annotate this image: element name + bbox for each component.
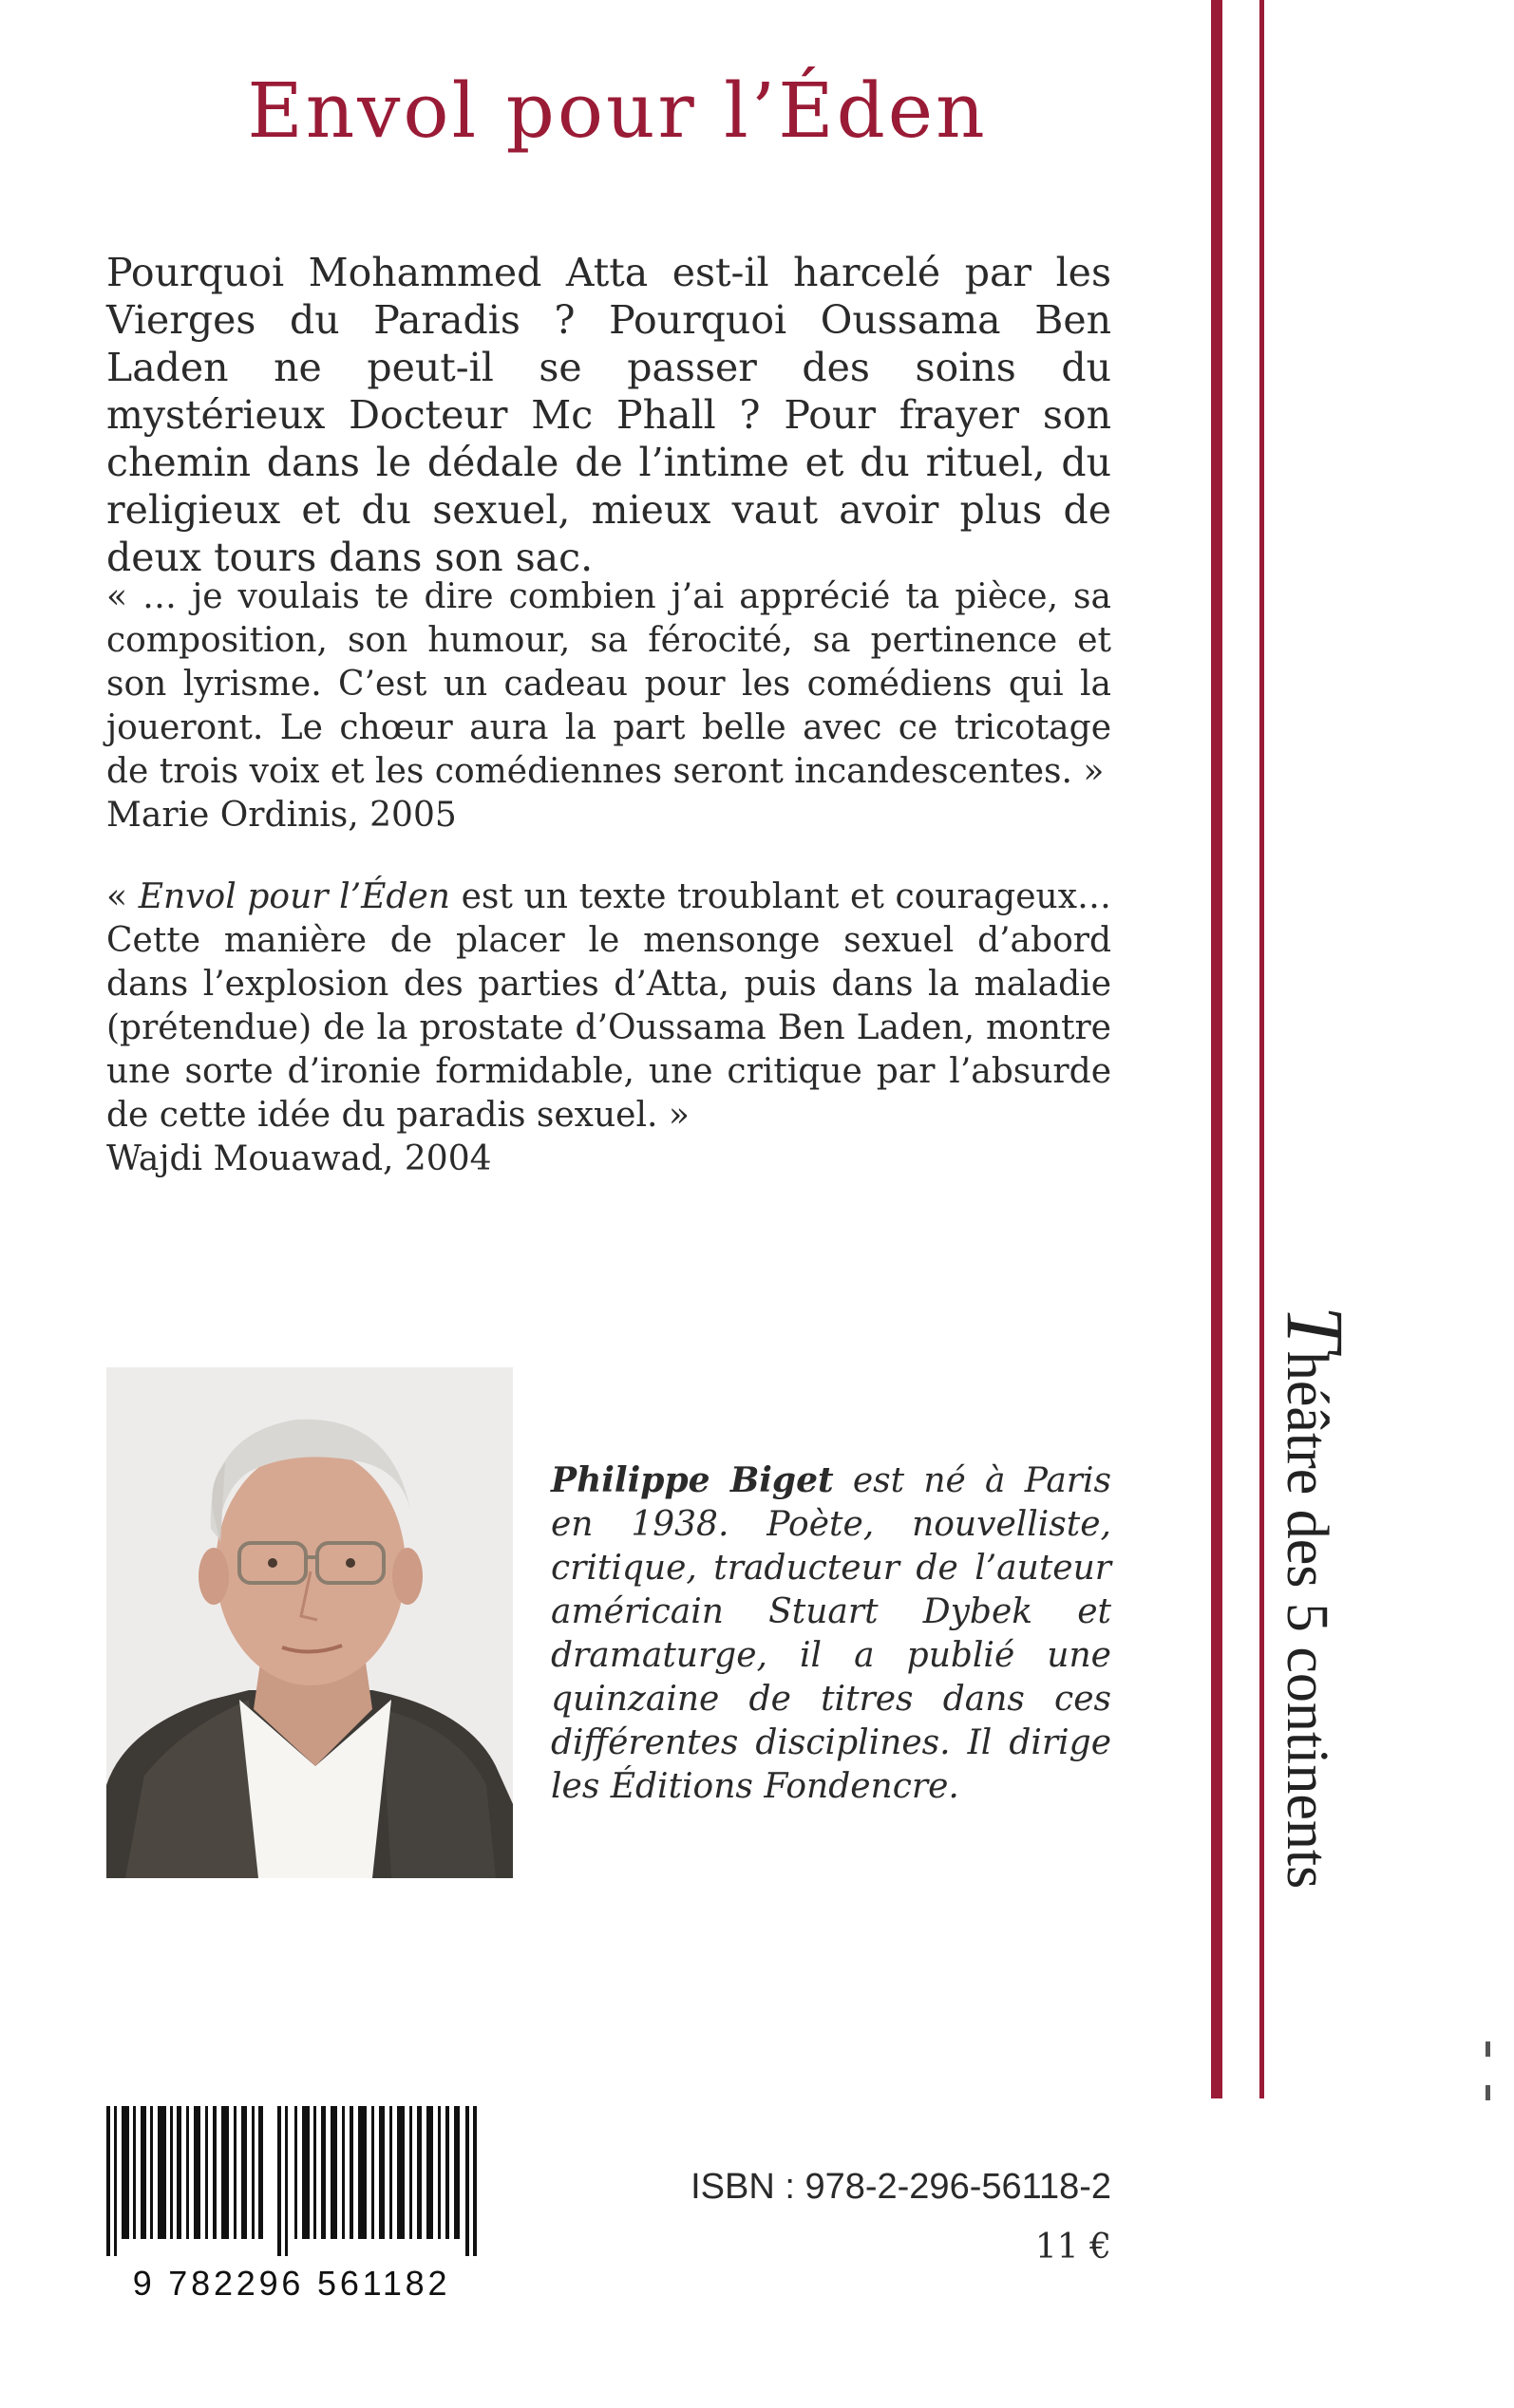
collection-initial: T: [1270, 1306, 1361, 1351]
spine-tick-mark: [1486, 2085, 1490, 2100]
author-bio-text: est né à Paris en 1938. Poète, nouvelliste, critique, traducteur de l’auteur américain Stuart Dybek et dramaturge, il a publié une quinzaine de titres dans ces différentes disciplines. Il dirige les Éditions Fondencre.: [551, 1461, 1111, 1806]
review-quote-1-text: « … je voulais te dire combien j’ai apprécié ta pièce, sa composition, son humour, sa férocité, sa pertinence et son lyrisme. C’est un cadeau pour les comédiens qui la joueront. Le chœur aura la part belle avec ce tricotage de trois voix et les comédiennes seront incandescentes. »: [106, 577, 1111, 791]
intro-paragraph: Pourquoi Mohammed Atta est-il harcelé par les Vierges du Paradis ? Pourquoi Oussama Ben Laden ne peut-il se passer des soins du mystérieux Docteur Mc Phall ? Pour frayer son chemin dans le dédale de l’intime et du rituel, du religieux et du sexuel, mieux vaut avoir plus de deux tours dans son sac.: [106, 250, 1111, 580]
review-quote-2-title: Envol pour l’Éden: [138, 877, 450, 916]
barcode-digits: 9 782296 561182: [132, 2264, 451, 2303]
review-quote-2: [106, 875, 1111, 1181]
review-quote-2-signature: Wajdi Mouawad, 2004: [106, 1139, 492, 1178]
accent-rule-thick: [1211, 0, 1222, 2098]
review-quote-2-text: est un texte troublant et courageux… Cette manière de placer le mensonge sexuel d’abord dans l’explosion des parties d’Atta, puis dans la maladie (prétendue) de la prostate d’Oussama Ben Laden, montre une sorte d’ironie formidable, une critique par l’absurde de cette idée du paradis sexuel. »: [106, 877, 1112, 1135]
author-name: Philippe Biget: [551, 1460, 834, 1500]
book-title: Envol pour l’Éden: [247, 66, 988, 155]
spine-tick-mark: [1486, 2041, 1490, 2057]
review-quote-1: [106, 575, 1111, 837]
collection-rest: héâtre des 5 continents: [1275, 1350, 1339, 1890]
price: 11 €: [1034, 2228, 1111, 2267]
accent-rule-thin: [1259, 0, 1264, 2098]
author-portrait-image: [106, 1367, 513, 1878]
isbn: ISBN : 978-2-296-56118-2: [691, 2167, 1111, 2207]
barcode: [106, 2106, 477, 2256]
author-photo: [106, 1367, 513, 1878]
collection-name: [1270, 1306, 1361, 2105]
review-quote-1-signature: Marie Ordinis, 2005: [106, 796, 457, 835]
review-quote-2-open: «: [106, 877, 139, 916]
author-bio: [551, 1458, 1111, 1809]
